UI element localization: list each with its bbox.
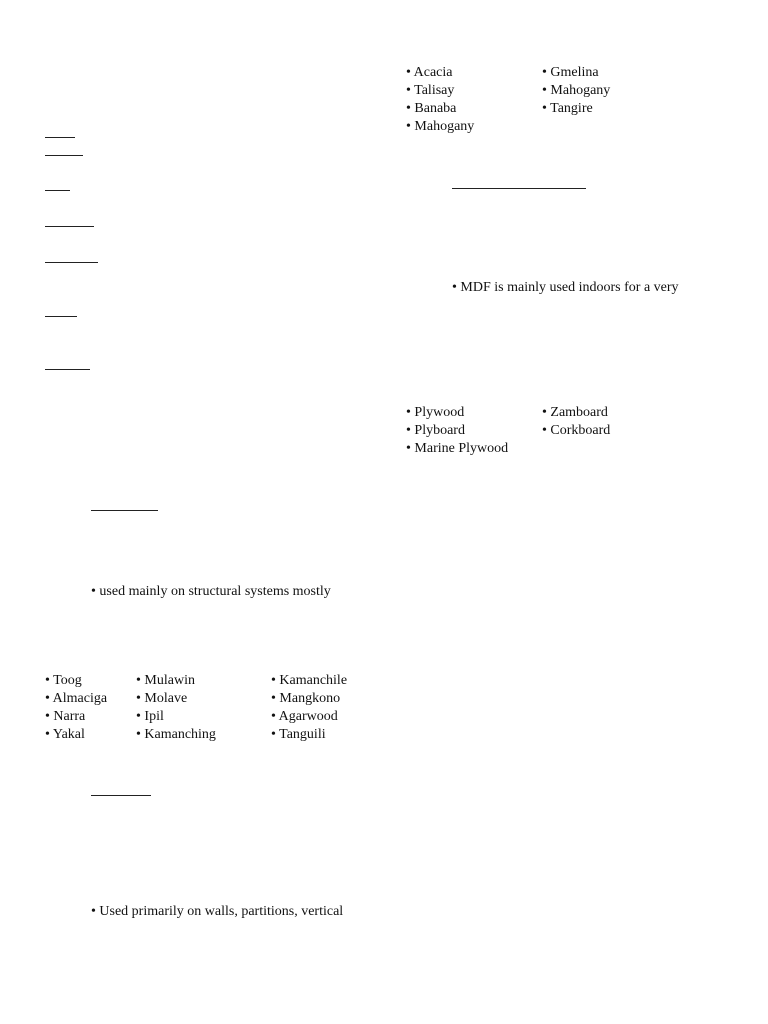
list-item: • Corkboard [542, 423, 611, 438]
list-item: • Talisay [406, 83, 455, 98]
list-item: • Yakal [45, 727, 85, 742]
board-products-list-1 [406, 404, 508, 458]
list-item: • Almaciga [45, 691, 108, 706]
blank-line [45, 316, 77, 317]
list-item: • Plyboard [406, 423, 465, 438]
list-item: • Marine Plywood [406, 441, 509, 456]
list-item: • Zamboard [542, 405, 608, 420]
nonstructural-note: • Used primarily on walls, partitions, vertical [91, 904, 344, 919]
list-item: • Mangkono [271, 691, 341, 706]
blank-line [45, 262, 98, 263]
list-item: • Banaba [406, 101, 457, 116]
blank-line [45, 190, 70, 191]
structural-note: • used mainly on structural systems mostly [91, 584, 331, 599]
list-item: • Toog [45, 673, 82, 688]
list-item: • Tanguili [271, 727, 326, 742]
structural-species-list-3 [271, 672, 347, 744]
blank-line [91, 795, 151, 796]
list-item: • Mahogany [542, 83, 611, 98]
list-item: • Narra [45, 709, 86, 724]
blank-line [45, 226, 94, 227]
list-item: • Acacia [406, 65, 453, 80]
softwood-species-list-2 [542, 64, 610, 118]
list-item: • Ipil [136, 709, 164, 724]
structural-species-list-2 [136, 672, 216, 744]
list-item: • Tangire [542, 101, 593, 116]
structural-species-list-1 [45, 672, 107, 744]
blank-line [45, 155, 83, 156]
blank-line [91, 510, 158, 511]
list-item: • Plywood [406, 405, 465, 420]
mdf-note: • MDF is mainly used indoors for a very [452, 280, 679, 295]
softwood-species-list-1 [406, 64, 474, 136]
board-products-list-2 [542, 404, 610, 440]
list-item: • Mahogany [406, 119, 475, 134]
list-item: • Agarwood [271, 709, 338, 724]
blank-line [45, 137, 75, 138]
list-item: • Molave [136, 691, 188, 706]
list-item: • Gmelina [542, 65, 599, 80]
blank-line [45, 369, 90, 370]
list-item: • Mulawin [136, 673, 195, 688]
list-item: • Kamanching [136, 727, 216, 742]
list-item: • Kamanchile [271, 673, 348, 688]
blank-line [452, 188, 586, 189]
